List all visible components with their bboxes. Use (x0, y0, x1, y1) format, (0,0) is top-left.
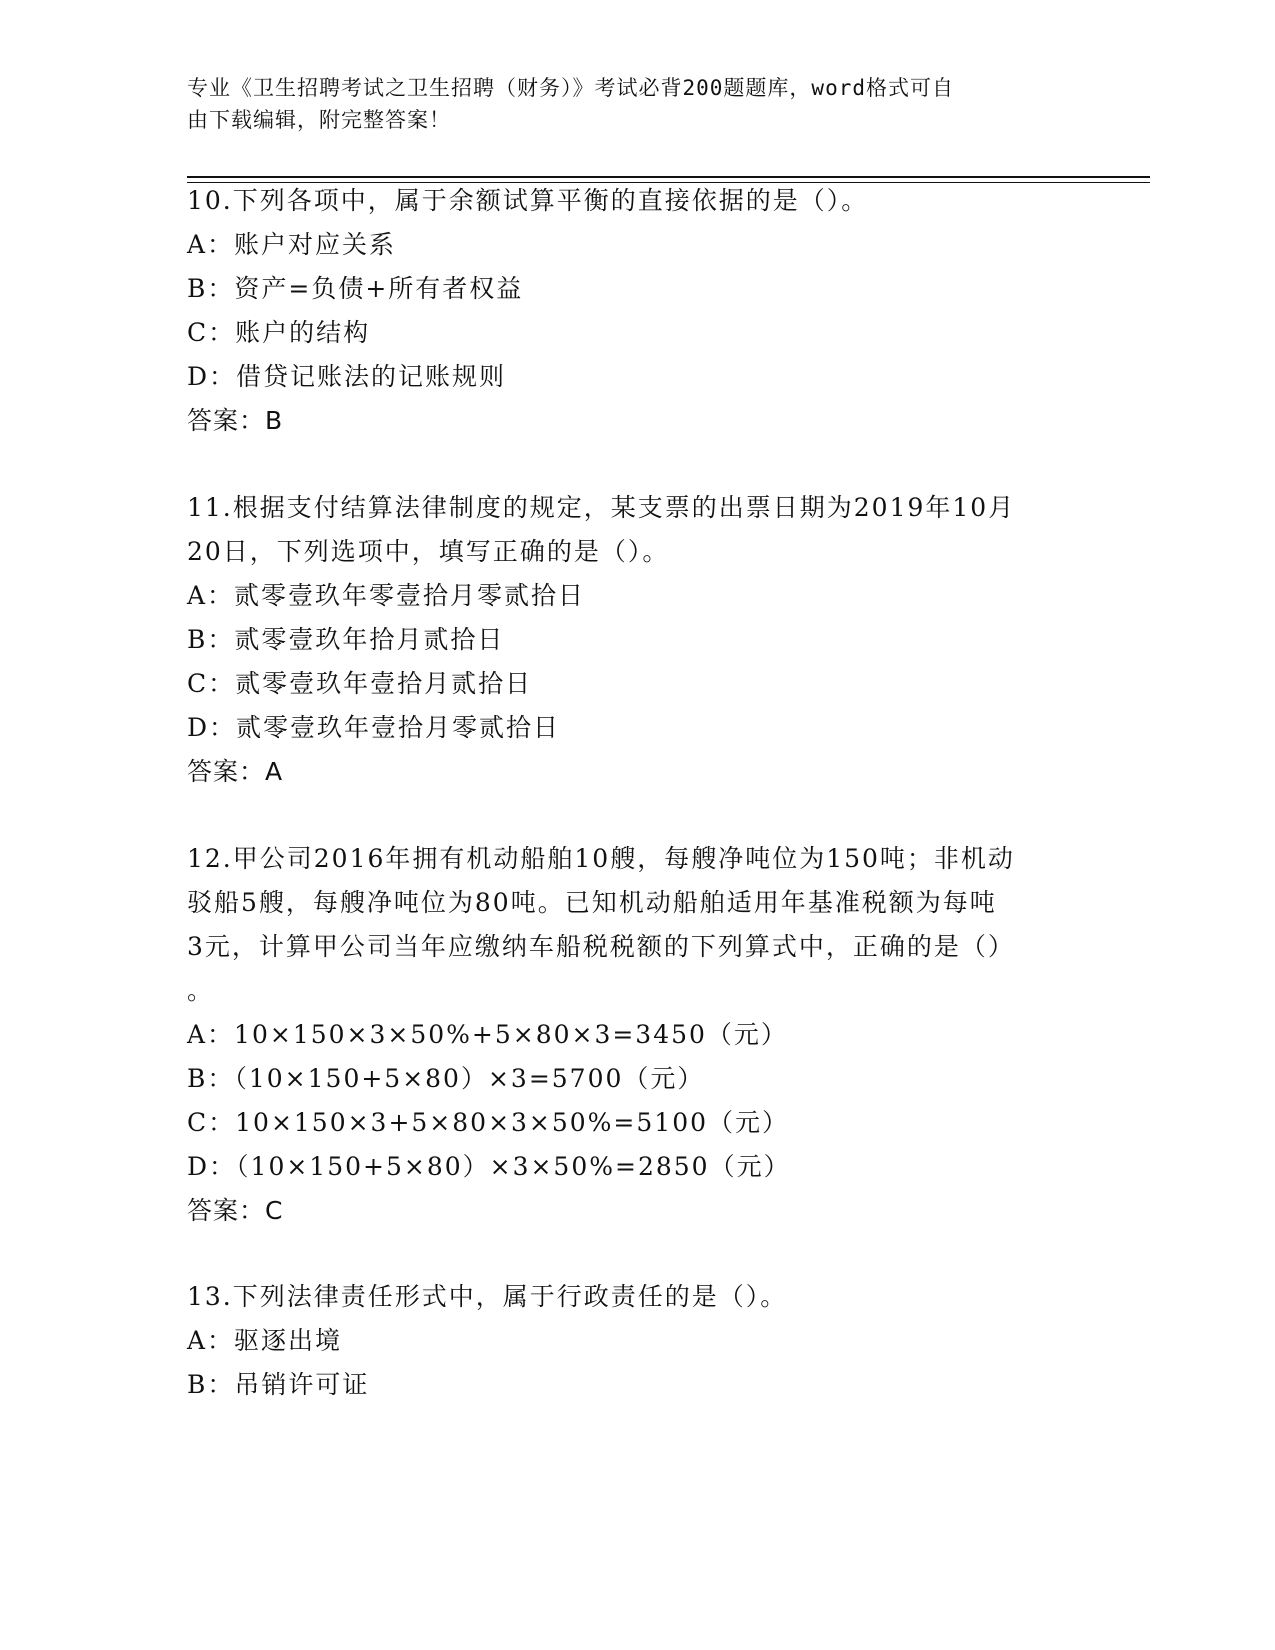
question-12-option-d: D：（10×150+5×80）×3×50%=2850（元） (187, 1152, 791, 1181)
document-header (187, 72, 1067, 136)
question-12-stem-line-4: 。 (187, 976, 215, 1005)
header-line-2: 由下载编辑，附完整答案！ (187, 108, 451, 132)
question-10-stem: 10.下列各项中，属于余额试算平衡的直接依据的是（）。 (187, 186, 869, 215)
question-12-option-b: B：（10×150+5×80）×3=5700（元） (187, 1064, 705, 1093)
question-11-option-d: D：贰零壹玖年壹拾月零贰拾日 (187, 713, 561, 742)
question-11-option-c: C：贰零壹玖年壹拾月贰拾日 (187, 669, 533, 698)
question-12-option-a: A：10×150×3×50%+5×80×3=3450（元） (187, 1020, 788, 1049)
question-11-answer: 答案：A (187, 757, 284, 786)
question-10-option-c: C：账户的结构 (187, 318, 371, 347)
question-13-option-b: B：吊销许可证 (187, 1370, 370, 1399)
header-divider-thin (187, 182, 1150, 183)
question-11-option-a: A：贰零壹玖年零壹拾月零贰拾日 (187, 581, 586, 610)
header-divider-thick (187, 176, 1150, 178)
question-12-option-c: C：10×150×3+5×80×3×50%=5100（元） (187, 1108, 790, 1137)
question-10-option-d: D：借贷记账法的记账规则 (187, 362, 507, 391)
question-13-stem: 13.下列法律责任形式中，属于行政责任的是（）。 (187, 1282, 788, 1311)
question-11-stem-line-2: 20日，下列选项中，填写正确的是（）。 (187, 537, 670, 566)
question-11-option-b: B：贰零壹玖年拾月贰拾日 (187, 625, 505, 654)
question-10-answer: 答案：B (187, 406, 284, 435)
question-12-answer: 答案：C (187, 1196, 284, 1225)
question-12-stem-line-2: 驳船5艘，每艘净吨位为80吨。已知机动船舶适用年基准税额为每吨 (187, 888, 997, 917)
header-line-1: 专业《卫生招聘考试之卫生招聘（财务）》考试必背200题题库，word格式可自 (187, 76, 954, 100)
question-13-option-a: A：驱逐出境 (187, 1326, 343, 1355)
question-10-option-a: A：账户对应关系 (187, 230, 397, 259)
question-12-stem-line-1: 12.甲公司2016年拥有机动船舶10艘，每艘净吨位为150吨；非机动 (187, 844, 1015, 873)
question-10-option-b: B：资产=负债+所有者权益 (187, 274, 524, 303)
question-11-stem-line-1: 11.根据支付结算法律制度的规定，某支票的出票日期为2019年10月 (187, 493, 1016, 522)
question-12-stem-line-3: 3元，计算甲公司当年应缴纳车船税税额的下列算式中，正确的是（） (187, 932, 1015, 961)
